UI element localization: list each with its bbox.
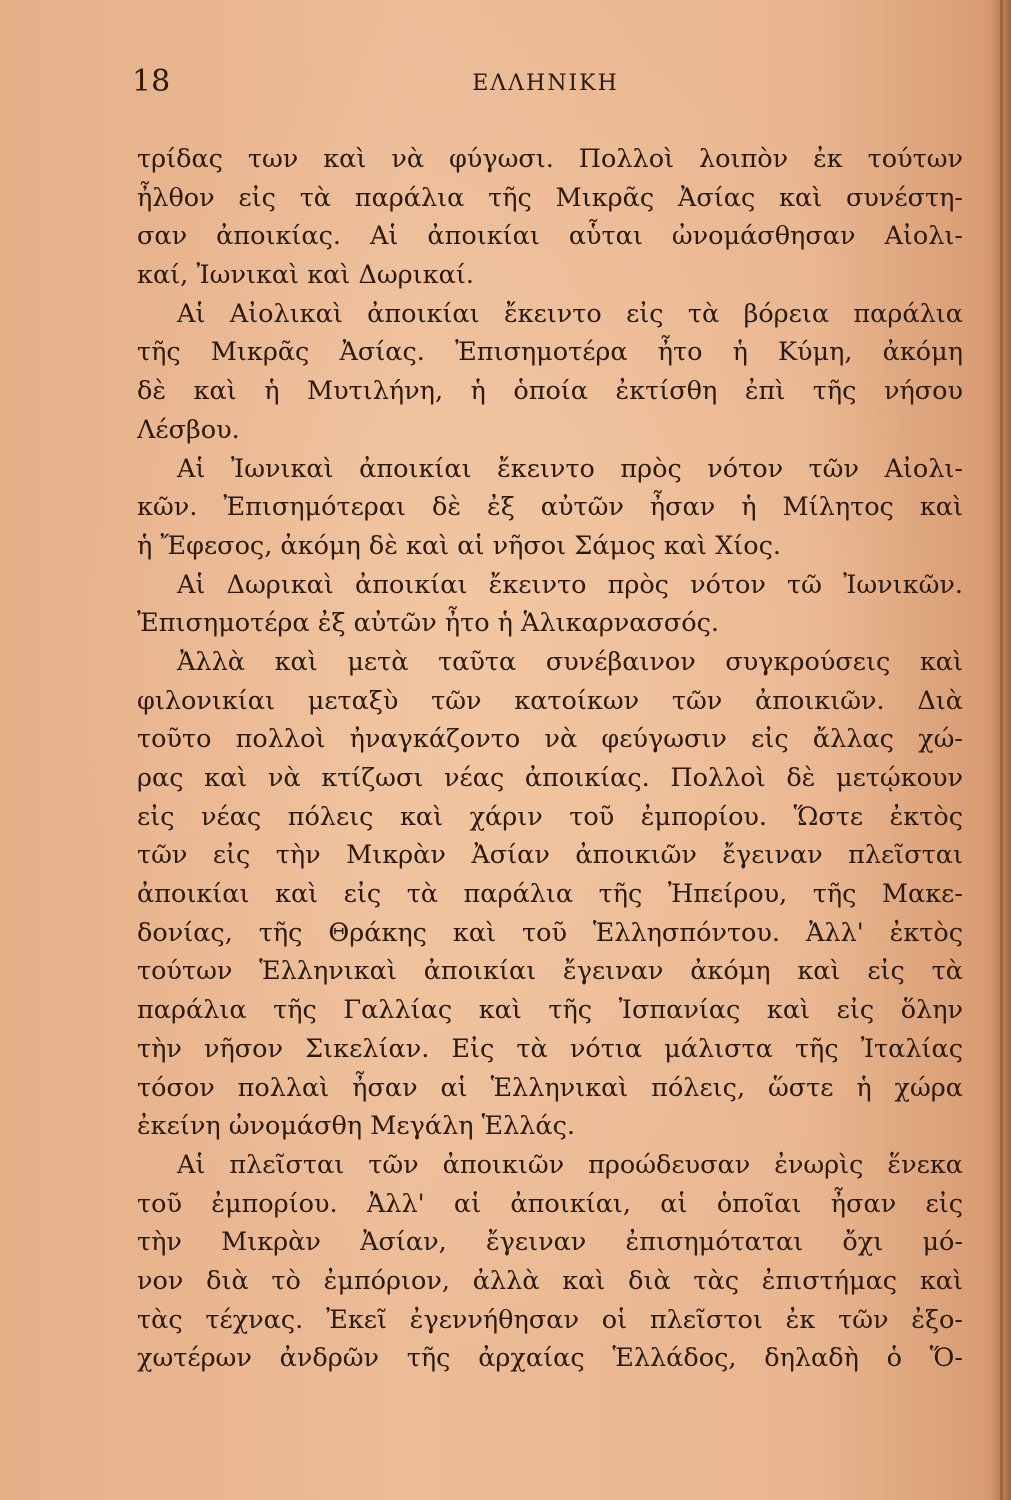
text-line: δὲ καὶ ἡ Μυτιλήνη, ἡ ὁποία ἐκτίσθη ἐπὶ τῆς νήσου: [137, 376, 963, 407]
text-line: τόσον πολλαὶ ἦσαν αἱ Ἑλληνικαὶ πόλεις, ὥστε ἡ χώρα: [137, 1072, 963, 1103]
text-line: Ἐπισημοτέρα ἐξ αὐτῶν ἦτο ἡ Ἁλικαρνασσός.: [137, 608, 720, 639]
text-line: εἰς νέας πόλεις καὶ χάριν τοῦ ἐμπορίου. Ὥστε ἐκτὸς: [137, 801, 963, 832]
text-line: δονίας, τῆς Θράκης καὶ τοῦ Ἑλλησπόντου. Ἀλλ' ἐκτὸς: [137, 917, 963, 948]
text-line: τοῦ ἐμπορίου. Ἀλλ' αἱ ἀποικίαι, αἱ ὁποῖαι ἦσαν εἰς: [137, 1188, 963, 1219]
text-line: τῶν εἰς τὴν Μικρὰν Ἀσίαν ἀποικιῶν ἔγειναν πλεῖσται: [137, 840, 963, 871]
text-line: Λέσβου.: [137, 414, 240, 445]
running-title: ΕΛΛΗΝΙΚΗ: [472, 71, 619, 96]
text-line: τὰς τέχνας. Ἐκεῖ ἐγεννήθησαν οἱ πλεῖστοι ἐκ τῶν ἐξο-: [137, 1304, 963, 1335]
text-line: τὴν Μικρὰν Ἀσίαν, ἔγειναν ἐπισημόταται ὄχι μό-: [137, 1227, 963, 1258]
text-line: Αἱ πλεῖσται τῶν ἀποικιῶν προώδευσαν ἐνωρὶς ἕνεκα: [177, 1149, 963, 1180]
text-line: τοῦτο πολλοὶ ἠναγκάζοντο νὰ φεύγωσιν εἰς ἄλλας χώ-: [137, 724, 963, 755]
text-line: νον διὰ τὸ ἐμπόριον, ἀλλὰ καὶ διὰ τὰς ἐπιστήμας καὶ: [137, 1265, 963, 1296]
text-line: Αἱ Ἰωνικαὶ ἀποικίαι ἔκειντο πρὸς νότον τῶν Αἰολι-: [177, 453, 963, 484]
text-line: κῶν. Ἐπισημότεραι δὲ ἐξ αὐτῶν ἦσαν ἡ Μίλητος καὶ: [137, 492, 963, 523]
text-line: τῆς Μικρᾶς Ἀσίας. Ἐπισημοτέρα ἦτο ἡ Κύμη, ἀκόμη: [137, 337, 963, 368]
text-line: τὴν νῆσον Σικελίαν. Εἰς τὰ νότια μάλιστα τῆς Ἰταλίας: [137, 1033, 963, 1064]
text-line: φιλονικίαι μεταξὺ τῶν κατοίκων τῶν ἀποικιῶν. Διὰ: [137, 685, 963, 716]
text-line: τούτων Ἑλληνικαὶ ἀποικίαι ἔγειναν ἀκόμη καὶ εἰς τὰ: [137, 956, 963, 987]
text-line: Αἱ Αἰολικαὶ ἀποικίαι ἔκειντο εἰς τὰ βόρεια παράλια: [177, 298, 963, 329]
text-line: τρίδας των καὶ νὰ φύγωσι. Πολλοὶ λοιπὸν ἐκ τούτων: [137, 144, 963, 174]
text-line: ἀποικίαι καὶ εἰς τὰ παράλια τῆς Ἠπείρου, τῆς Μακε-: [137, 879, 963, 910]
page-edge-line: [1000, 0, 1003, 1500]
text-line: χωτέρων ἀνδρῶν τῆς ἀρχαίας Ἑλλάδος, δηλαδὴ ὁ Ὅ-: [137, 1343, 963, 1374]
page-number: 18: [132, 64, 171, 99]
text-line: ἐκείνη ὠνομάσθη Μεγάλη Ἑλλάς.: [137, 1111, 576, 1142]
text-line: σαν ἀποικίας. Αἱ ἀποικίαι αὗται ὠνομάσθησαν Αἰολι-: [137, 221, 963, 252]
body-text: [137, 140, 963, 1378]
page-header: [128, 62, 963, 106]
text-line: καί, Ἰωνικαὶ καὶ Δωρικαί.: [137, 260, 474, 291]
text-line: Ἀλλὰ καὶ μετὰ ταῦτα συνέβαινον συγκρούσεις καὶ: [177, 646, 963, 677]
text-line: ἦλθον εἰς τὰ παράλια τῆς Μικρᾶς Ἀσίας καὶ συνέστη-: [137, 182, 963, 213]
text-line: ρας καὶ νὰ κτίζωσι νέας ἀποικίας. Πολλοὶ δὲ μετῴκουν: [137, 763, 963, 793]
text-line: ἡ Ἔφεσος, ἀκόμη δὲ καὶ αἱ νῆσοι Σάμος καὶ Χίος.: [137, 530, 781, 561]
text-line: παράλια τῆς Γαλλίας καὶ τῆς Ἰσπανίας καὶ εἰς ὅλην: [137, 995, 963, 1026]
text-line: Αἱ Δωρικαὶ ἀποικίαι ἔκειντο πρὸς νότον τῶ Ἰωνικῶν.: [177, 569, 963, 600]
